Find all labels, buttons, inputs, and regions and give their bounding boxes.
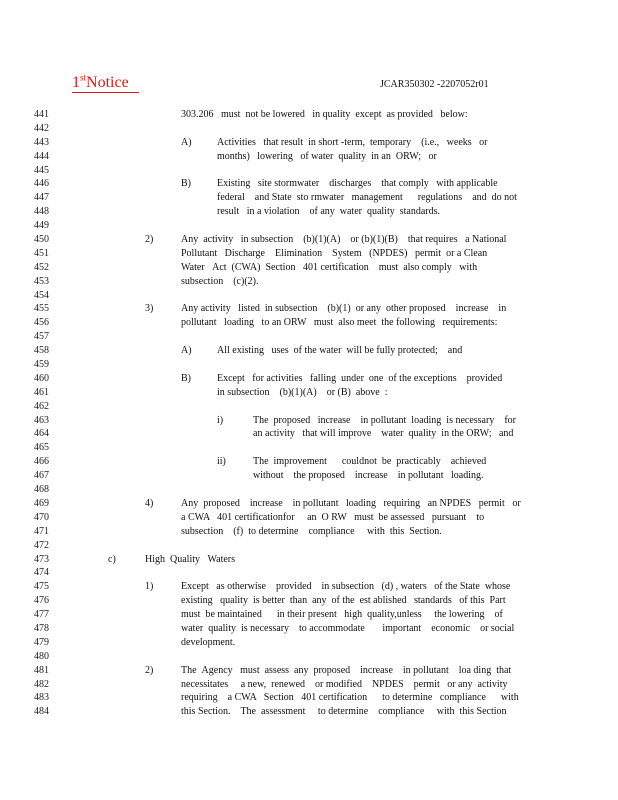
line-number: 480 <box>34 650 49 662</box>
line-text: development. <box>181 636 236 648</box>
page-header <box>72 74 542 96</box>
line <box>0 525 618 539</box>
line <box>0 678 618 692</box>
line-number: 474 <box>34 567 49 579</box>
line <box>0 316 618 330</box>
line <box>0 302 618 316</box>
document-id: JCAR350302 -2207052r01 <box>380 79 489 90</box>
line <box>0 469 618 483</box>
line-text: High Quality Waters <box>145 553 236 565</box>
line-text: a CWA 401 certificationfor an O RW must be assessed pursuant to <box>181 511 485 523</box>
line-text: Except as otherwise provided in subsection (d) , waters of the State whose <box>181 581 511 593</box>
line-text: without the proposed increase in pollutant loading. <box>253 470 484 482</box>
line <box>0 275 618 289</box>
line-text: Existing site stormwater discharges that comply with applicable <box>217 178 498 190</box>
line-number: 449 <box>34 220 49 232</box>
line-number: 452 <box>34 261 49 273</box>
line <box>0 289 618 303</box>
line-text: pollutant loading to an ORW must also meet the following requirements: <box>181 317 498 329</box>
line-text: Water Act (CWA) Section 401 certification must also comply with <box>181 261 478 273</box>
line <box>0 511 618 525</box>
line-number: 483 <box>34 692 49 704</box>
item-label: 2) <box>145 234 154 246</box>
line-text: The proposed increase in pollutant loading is necessary for <box>253 414 516 426</box>
line-text: months) lowering of water quality in an ORW; or <box>217 150 437 162</box>
line <box>0 636 618 650</box>
notice-heading <box>72 74 139 93</box>
line <box>0 247 618 261</box>
line-number: 460 <box>34 372 49 384</box>
line-number: 455 <box>34 303 49 315</box>
line-number: 442 <box>34 122 49 134</box>
line <box>0 191 618 205</box>
line-number: 454 <box>34 289 49 301</box>
line <box>0 330 618 344</box>
line-number: 481 <box>34 664 49 676</box>
line-text: Activities that result in short -term, temporary (i.e., weeks or <box>217 136 488 148</box>
line-text: subsection (f) to determine compliance with this Section. <box>181 525 442 537</box>
line <box>0 400 618 414</box>
line-number: 450 <box>34 234 49 246</box>
line-text: result in a violation of any water quality standards. <box>217 206 441 218</box>
line-text: necessitates a new, renewed or modified NPDES permit or any activity <box>181 678 508 690</box>
line-number: 478 <box>34 622 49 634</box>
line-text: The improvement couldnot be practicably achieved <box>253 456 487 468</box>
line <box>0 455 618 469</box>
line-number: 462 <box>34 400 49 412</box>
item-label: 3) <box>145 303 154 315</box>
item-label: 4) <box>145 497 154 509</box>
line-number: 459 <box>34 359 49 371</box>
line-number: 453 <box>34 275 49 287</box>
line-number: 466 <box>34 456 49 468</box>
line <box>0 108 618 122</box>
line <box>0 261 618 275</box>
line-number: 457 <box>34 331 49 343</box>
line-text: Except for activities falling under one of the exceptions provided <box>217 372 503 384</box>
line <box>0 414 618 428</box>
line-number: 461 <box>34 386 49 398</box>
line-number: 471 <box>34 525 49 537</box>
line-text: Any proposed increase in pollutant loading requiring an NPDES permit or <box>181 497 521 509</box>
line <box>0 219 618 233</box>
line <box>0 150 618 164</box>
line-text: in subsection (b)(1)(A) or (B) above : <box>217 386 388 398</box>
line-number: 448 <box>34 206 49 218</box>
item-label: A) <box>181 345 192 357</box>
line-number: 441 <box>34 109 49 120</box>
item-label: ii) <box>217 456 226 468</box>
line <box>0 594 618 608</box>
line <box>0 705 618 719</box>
item-label: i) <box>217 414 224 426</box>
line <box>0 483 618 497</box>
line-number: 468 <box>34 484 49 496</box>
notice-number: 1 <box>72 74 80 91</box>
line-number: 463 <box>34 414 49 426</box>
line <box>0 691 618 705</box>
line-number: 477 <box>34 609 49 621</box>
item-label: 1) <box>145 581 154 593</box>
line <box>0 580 618 594</box>
line-number: 476 <box>34 595 49 607</box>
line-number: 470 <box>34 511 49 523</box>
line-number: 467 <box>34 470 49 482</box>
line-number: 456 <box>34 317 49 329</box>
line <box>0 164 618 178</box>
line-text: Any activity listed in subsection (b)(1) or any other proposed increase in <box>181 303 507 315</box>
line-text: an activity that will improve water quality in the ORW; and <box>253 428 514 440</box>
line <box>0 650 618 664</box>
line-number: 447 <box>34 192 49 204</box>
line <box>0 122 618 136</box>
line-number: 469 <box>34 497 49 509</box>
line <box>0 566 618 580</box>
line-text: The Agency must assess any proposed increase in pollutant loa ding that <box>181 664 512 676</box>
line-number: 464 <box>34 428 49 440</box>
line-number: 484 <box>34 706 49 718</box>
line-text: Any activity in subsection (b)(1)(A) or (b)(1)(B) that requires a National <box>181 234 507 246</box>
item-label: 2) <box>145 664 154 676</box>
line <box>0 539 618 553</box>
line <box>0 344 618 358</box>
line-number: 458 <box>34 345 49 357</box>
line-number: 482 <box>34 678 49 690</box>
notice-word: Notice <box>86 74 129 91</box>
line-text: Pollutant Discharge Elimination System (NPDES) permit or a Clean <box>181 247 488 259</box>
line <box>0 441 618 455</box>
item-label: A) <box>181 136 192 148</box>
line-number: 445 <box>34 164 49 176</box>
numbered-lines <box>0 108 618 719</box>
line-text: must be maintained in their present high quality,unless the lowering of <box>181 609 503 621</box>
line <box>0 386 618 400</box>
line <box>0 608 618 622</box>
line <box>0 622 618 636</box>
line-text: water quality is necessary to accommodate important economic or social <box>181 622 515 634</box>
line <box>0 372 618 386</box>
line-number: 443 <box>34 136 49 148</box>
line <box>0 427 618 441</box>
line-number: 465 <box>34 442 49 454</box>
line-text: 303.206 must not be lowered in quality except as provided below: <box>181 109 468 120</box>
line-text: All existing uses of the water will be fully protected; and <box>217 345 463 357</box>
line-number: 473 <box>34 553 49 565</box>
item-label: B) <box>181 372 191 384</box>
line-text: existing quality is better than any of the est ablished standards of this Part <box>181 595 506 607</box>
line <box>0 664 618 678</box>
line <box>0 358 618 372</box>
item-label: c) <box>108 553 116 565</box>
line <box>0 497 618 511</box>
line-number: 475 <box>34 581 49 593</box>
line-number: 446 <box>34 178 49 190</box>
line <box>0 177 618 191</box>
item-label: B) <box>181 178 191 190</box>
line <box>0 136 618 150</box>
line-text: federal and State sto rmwater management regulations and do not <box>217 192 517 204</box>
line-text: this Section. The assessment to determine compliance with this Section <box>181 706 507 718</box>
line-number: 479 <box>34 636 49 648</box>
line <box>0 553 618 567</box>
line <box>0 205 618 219</box>
line <box>0 233 618 247</box>
line-text: subsection (c)(2). <box>181 275 259 287</box>
line-text: requiring a CWA Section 401 certification to determine compliance with <box>181 692 519 704</box>
notice-ordinal-suffix: st <box>80 72 87 83</box>
line-number: 451 <box>34 247 49 259</box>
line-number: 472 <box>34 539 49 551</box>
line-number: 444 <box>34 150 49 162</box>
